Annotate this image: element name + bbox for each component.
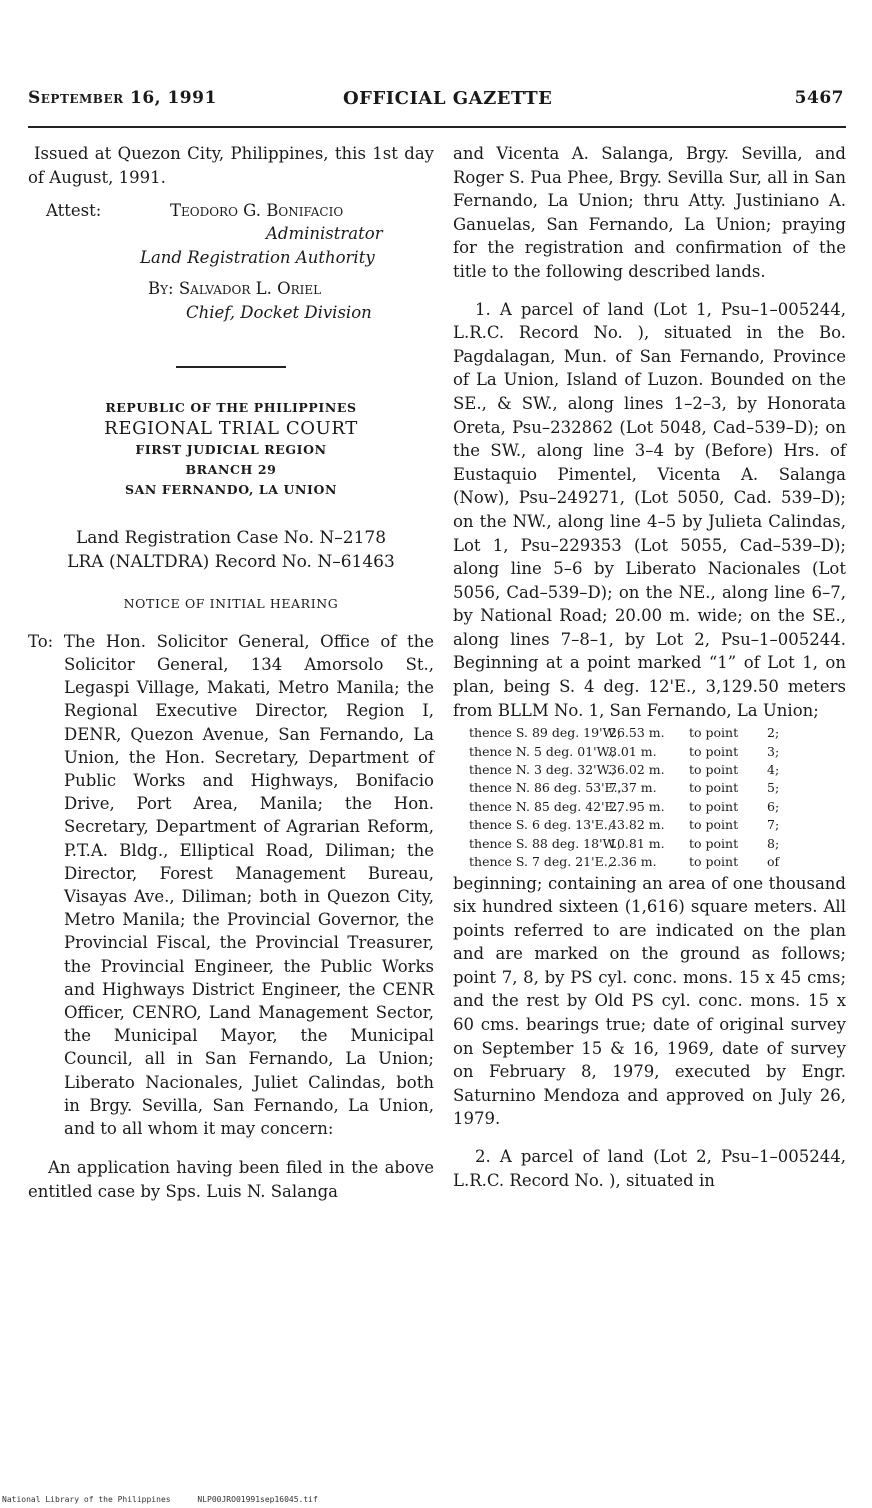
court-heading — [28, 398, 434, 500]
section-divider — [176, 366, 286, 368]
left-column — [28, 142, 434, 1203]
bearing-row: thence N. 5 deg. 01'W., 8.01 m. to point 3; — [469, 743, 780, 759]
bearings-list — [469, 724, 846, 871]
lot-2-paragraph: 2. A parcel of land (Lot 2, Psu–1–005244, L.R.C. Record No. ), situated in — [453, 1147, 846, 1190]
lot-1-paragraph: 1. A parcel of land (Lot 1, Psu–1–005244, L.R.C. Record No. ), situated in the Bo. Pagdalagan, Mun. of San Fernando, Province of La Union, Island of Luzon. Bounded on the SE., & SW., along lines 1–2–3, by Honorata Oreta, Psu–232862 (Lot 5048, Cad–539–D); on the SW., along line 3–4 by (Before) Hrs. of Eustaquio Pimentel, Vicenta A. Salanga (Now), Psu–249271, (Lot 5050, Cad. 539–D); on the NW., along line 4–5 by Julieta Calindas, Lot 1, Psu–229353 (Lot 5055, Cad–539–D); along line 5–6 by Liberato Nacionales (Lot 5056, Cad–539–D); on the NE., along line 6–7, by National Road; 20.00 m. wide; on the SE., along lines 7–8–1, by Lot 2, Psu–1–005244. Beginning at a point marked “1” of Lot 1, on plan, being S. 4 deg. 12'E., 3,129.50 meters from BLLM No. 1, San Fernando, La Union; — [453, 299, 846, 720]
attest-title-2: Land Registration Authority — [140, 248, 375, 268]
continuation-paragraph: and Vicenta A. Salanga, Brgy. Sevilla, and Roger S. Pua Phee, Brgy. Sevilla Sur, all in San Fernando, La Union; thru Atty. Justiniano A. Ganuelas, San Fernando, La Union; praying for the registration and confirmation of the title to the following described lands. — [453, 144, 846, 281]
application-paragraph: An application having been filed in the above entitled case by Sps. Luis N. Salanga — [28, 1158, 434, 1201]
footer-file: NLP00JRO01991sep16045.tif — [197, 1495, 318, 1504]
court-line-5: SAN FERNANDO, LA UNION — [124, 482, 338, 498]
court-line-2: REGIONAL TRIAL COURT — [104, 418, 358, 440]
case-line-1: Land Registration Case No. N–2178 — [75, 528, 387, 549]
header-rule — [28, 126, 846, 128]
lot-1-continuation: beginning; containing an area of one thousand six hundred sixteen (1,616) square meters. All points referred to are indicated on the plan and are marked on the ground as follows; point 7, 8, by PS cyl. conc. mons. 15 x 45 cms; and the rest by Old PS cyl. conc. mons. 15 x 60 cms. bearings true; date of original survey on September 15 & 16, 1969, date of survey on February 8, 1979, executed by Engr. Saturnino Mendoza and approved on July 26, 1979. — [453, 873, 846, 1129]
bearing-row: thence S. 88 deg. 18'W., 10.81 m. to point 8; — [469, 835, 780, 851]
case-numbers — [28, 526, 434, 574]
bearing-row: thence S. 6 deg. 13'E., 43.82 m. to point 7; — [469, 817, 780, 833]
issued-paragraph: Issued at Quezon City, Philippines, this 1st day of August, 1991. — [28, 144, 434, 187]
bearing-row: thence S. 89 deg. 19'W., 26.53 m. to point 2; — [469, 725, 780, 741]
attest-block — [28, 199, 434, 344]
court-line-1: REPUBLIC OF THE PHILIPPINES — [105, 400, 357, 416]
bearing-row: thence N. 85 deg. 42'E., 27.95 m. to point 6; — [469, 798, 780, 814]
bearing-row: thence N. 86 deg. 53'E., 7.37 m. to point 5; — [469, 780, 780, 796]
court-line-3: FIRST JUDICIAL REGION — [135, 442, 327, 458]
page-number: 5467 — [794, 88, 844, 108]
attest-name-2: By: Salvador L. Oriel — [148, 279, 322, 299]
attest-name-1: Teodoro G. Bonifacio — [170, 201, 344, 221]
attest-label: Attest: — [46, 201, 102, 221]
case-line-2: LRA (NALTDRA) Record No. N–61463 — [67, 552, 395, 573]
footer-source: National Library of the Philippines — [2, 1495, 171, 1504]
notice-title: NOTICE OF INITIAL HEARING — [123, 596, 339, 612]
header-title: OFFICIAL GAZETTE — [343, 88, 553, 109]
attest-title-1: Administrator — [266, 224, 383, 244]
addressees-paragraph: To: The Hon. Solicitor General, Office of the Solicitor General, 134 Amorsolo St., Legaspi Village, Makati, Metro Manila; the Regional Executive Director, Region I, DENR, Quezon Avenue, San Fernando, La Union, the Hon. Secretary, Department of Public Works and Highways, Bonifacio Drive, Port Area, Manila; the Hon. Secretary, Department of Agrarian Reform, P.T.A. Bldg., Elliptical Road, Diliman; the Director, Forest Management Bureau, Visayas Ave., Diliman; both in Quezon City, Metro Manila; the Provincial Governor, the Provincial Fiscal, the Provincial Treasurer, the Provincial Engineer, the Public Works and Highways District Engineer, the CENR Officer, CENRO, Land Management Sector, the Municipal Mayor, the Municipal Council, all in San Fernando, La Union; Liberato Nacionales, Juliet Calindas, both in Brgy. Sevilla, San Fernando, La Union, and to all whom it may concern: — [28, 631, 434, 1139]
bearing-row: thence S. 7 deg. 21'E., 2.36 m. to point of — [469, 854, 780, 870]
scan-footer — [2, 1495, 340, 1504]
bearing-row: thence N. 3 deg. 32'W., 36.02 m. to point 4; — [469, 762, 780, 778]
attest-title-3: Chief, Docket Division — [186, 303, 372, 323]
court-line-4: BRANCH 29 — [185, 462, 277, 478]
right-column — [453, 142, 846, 1192]
header-date: September 16, 1991 — [28, 88, 217, 108]
